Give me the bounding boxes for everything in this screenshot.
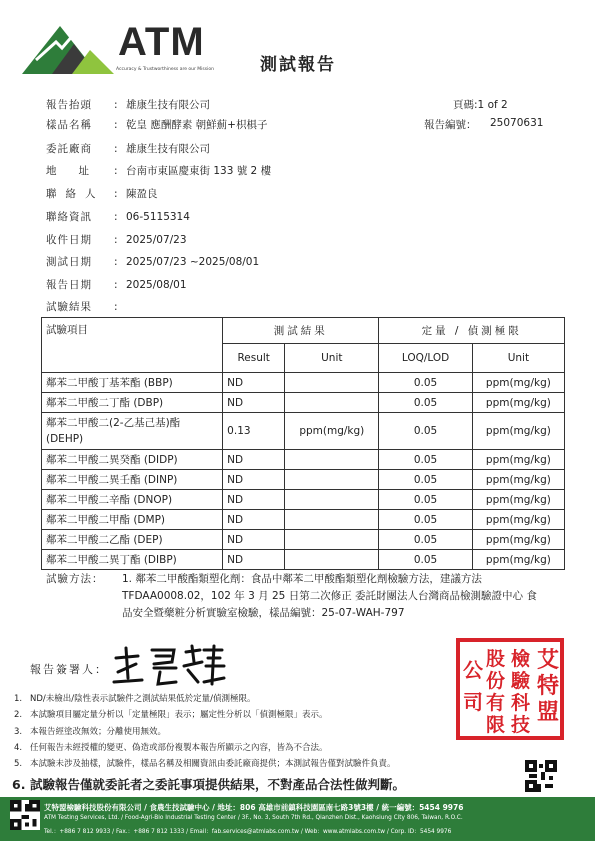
svg-text:股: 股 [486, 648, 506, 670]
cell-limit-unit: ppm(mg/kg) [472, 393, 564, 413]
signatory-label: 報告簽署人： [30, 663, 108, 676]
cell-loq: 0.05 [379, 470, 472, 490]
cell-unit [285, 510, 379, 530]
page-number [453, 97, 508, 112]
cell-result: ND [223, 550, 285, 570]
info-value: 雄康生技有限公司 [126, 99, 210, 111]
qr-code-icon [525, 760, 557, 792]
info-value: 2025/07/23 [126, 234, 187, 246]
cell-item: 鄰苯二甲酸丁基苯酯 (BBP) [42, 373, 223, 393]
info-row-received-date: 收件日期 : 2025/07/23 [46, 234, 187, 246]
info-label: 聯絡人 [46, 188, 105, 200]
info-label: 試驗結果 [46, 301, 92, 313]
cell-loq: 0.05 [379, 550, 472, 570]
logo-tagline: Accuracy & Trustworthiness are our Mission [116, 67, 214, 72]
report-no-value: 25070631 [490, 117, 544, 129]
svg-text:驗: 驗 [511, 670, 531, 692]
note-number: 5. [14, 759, 23, 770]
method-label: 試驗方法： [46, 573, 104, 585]
footer-bar [0, 797, 595, 841]
qr-code-icon [10, 800, 40, 830]
svg-text:盟: 盟 [537, 699, 560, 725]
table-header-row [42, 318, 565, 344]
cell-result: ND [223, 470, 285, 490]
cell-loq: 0.05 [379, 393, 472, 413]
list-item [14, 756, 396, 772]
cell-result: ND [223, 530, 285, 550]
table-row [42, 510, 565, 530]
info-value: 2025/07/23 ~2025/08/01 [126, 256, 260, 268]
mountain-logo-icon [22, 20, 118, 76]
cell-limit-unit: ppm(mg/kg) [472, 413, 564, 450]
header-result: Result [223, 344, 285, 373]
header-loq: LOQ/LOD [379, 344, 472, 373]
info-value: 雄康生技有限公司 [126, 143, 210, 155]
note-text: 任何報告未經授權的變更、偽造或部份複製本報告所顯示之內容，皆為不合法。 [30, 742, 328, 753]
svg-text:公: 公 [463, 658, 483, 682]
table-row [42, 413, 565, 450]
cell-result: 0.13 [223, 413, 285, 450]
cell-unit [285, 550, 379, 570]
note-text: 本試驗項目屬定量分析以「定量極限」表示；屬定性分析以「偵測極限」表示。 [30, 710, 328, 721]
table-row [42, 450, 565, 470]
table-row [42, 530, 565, 550]
cell-unit [285, 530, 379, 550]
svg-text:有: 有 [486, 692, 506, 714]
list-item [14, 691, 396, 707]
info-label: 報告抬頭 [46, 99, 92, 111]
signature-icon [108, 642, 228, 686]
cell-loq: 0.05 [379, 373, 472, 393]
info-label: 地址 [46, 165, 111, 177]
svg-text:科: 科 [511, 692, 531, 714]
disclaimer [12, 775, 405, 793]
info-row-report-date: 報告日期 : 2025/08/01 [46, 279, 187, 291]
cell-limit-unit: ppm(mg/kg) [472, 470, 564, 490]
svg-text:特: 特 [537, 673, 560, 699]
logo-text: ATM [118, 20, 205, 64]
cell-loq: 0.05 [379, 490, 472, 510]
note-number: 6. [12, 777, 26, 792]
note-number: 3. [14, 726, 23, 737]
cell-loq: 0.05 [379, 450, 472, 470]
info-row-contact-info: 聯絡資訊 : 06-5115314 [46, 211, 190, 223]
info-label: 委託廠商 [46, 143, 92, 155]
info-value: 06-5115314 [126, 211, 190, 223]
header-limit-unit: Unit [472, 344, 564, 373]
list-item [14, 740, 396, 756]
info-value: 台南市東區慶東街 133 號 2 樓 [126, 165, 272, 177]
method-line: TFDAA0008.02，102 年 3 月 25 日第二次修正 委託財團法人台灣商品檢測驗證中心 食 [122, 590, 537, 602]
results-table [41, 317, 565, 570]
header-test-item: 試驗項目 [42, 318, 223, 373]
table-row [42, 470, 565, 490]
cell-item: 鄰苯二甲酸二丁酯 (DBP) [42, 393, 223, 413]
cell-limit-unit: ppm(mg/kg) [472, 550, 564, 570]
header-unit: Unit [285, 344, 379, 373]
list-item [14, 724, 396, 740]
info-value: 乾皇 應酬酵素 朝鮮薊+枳椇子 [126, 119, 268, 131]
info-label: 樣品名稱 [46, 119, 92, 131]
header-result-group: 測試結果 [223, 318, 379, 344]
info-value: 陳盈良 [126, 188, 158, 200]
info-label: 收件日期 [46, 234, 92, 246]
seal-stamp-icon [455, 637, 565, 741]
cell-limit-unit: ppm(mg/kg) [472, 450, 564, 470]
footer-line: 艾特盟檢驗科技股份有限公司 / 食農生技試驗中心 / 地址：806 高雄市前鎮科技園區南七路3號3樓 / 統一編號：5454 9976 [44, 803, 464, 812]
info-row-test-results: 試驗結果 : [46, 301, 118, 313]
table-row [42, 490, 565, 510]
table-row [42, 373, 565, 393]
cell-item: 鄰苯二甲酸二乙酯 (DEP) [42, 530, 223, 550]
cell-item: 鄰苯二甲酸二異壬酯 (DINP) [42, 470, 223, 490]
note-number: 4. [14, 742, 23, 753]
svg-text:技: 技 [511, 714, 531, 736]
cell-unit [285, 490, 379, 510]
svg-text:司: 司 [463, 690, 483, 714]
info-row-sample-name: 樣品名稱 : 乾皇 應酬酵素 朝鮮薊+枳椇子 [46, 119, 268, 131]
cell-unit [285, 470, 379, 490]
note-text: 本報告經塗改無效；分離使用無效。 [30, 726, 167, 737]
info-value: 2025/08/01 [126, 279, 187, 291]
method-line: 1. 鄰苯二甲酸酯類塑化劑：食品中鄰苯二甲酸酯類塑化劑檢驗方法，建議方法 [122, 573, 482, 585]
info-row-report-title: 報告抬頭 : 雄康生技有限公司 [46, 99, 210, 111]
page-number-value: 1 of 2 [477, 99, 508, 111]
test-method [46, 571, 537, 622]
svg-text:艾: 艾 [537, 647, 560, 673]
method-line: 品安全暨藥粧分析實驗室檢驗，樣品編號：25-07-WAH-797 [122, 607, 405, 619]
info-row-test-date: 測試日期 : 2025/07/23 ~2025/08/01 [46, 256, 260, 268]
cell-result: ND [223, 510, 285, 530]
cell-loq: 0.05 [379, 530, 472, 550]
cell-unit [285, 373, 379, 393]
cell-result: ND [223, 490, 285, 510]
cell-item: 鄰苯二甲酸二(2-乙基己基)酯 (DEHP) [42, 413, 223, 450]
note-number: 1. [14, 694, 23, 704]
cell-loq: 0.05 [379, 413, 472, 450]
header-limit-group: 定量 / 偵測極限 [379, 318, 565, 344]
svg-text:限: 限 [486, 714, 506, 736]
handwritten-signature [108, 642, 228, 686]
footer-line: Tel.：+886 7 812 9933 / Fax.：+886 7 812 1333 / Email：fab.services@atmlabs.com.tw / Web：www.atmlabs.com.tw / Corp. ID：5454 9976 [44, 829, 452, 835]
note-text: 本試驗未涉及抽樣，試驗件，樣品名稱及相關資訊由委託廠商提供；本測試報告僅對試驗件負責。 [30, 759, 396, 770]
cell-item: 鄰苯二甲酸二異丁酯 (DIBP) [42, 550, 223, 570]
info-label: 聯絡資訊 [46, 211, 92, 223]
cell-loq: 0.05 [379, 510, 472, 530]
list-item [14, 707, 396, 723]
cell-item: 鄰苯二甲酸二甲酯 (DMP) [42, 510, 223, 530]
report-no-label: 報告編號： [424, 119, 477, 131]
note-number: 2. [14, 710, 23, 721]
svg-text:檢: 檢 [511, 648, 531, 670]
disclaimer-text: 試驗報告僅就委託者之委託事項提供結果，不對產品合法性做判斷。 [30, 777, 406, 792]
cell-limit-unit: ppm(mg/kg) [472, 490, 564, 510]
cell-limit-unit: ppm(mg/kg) [472, 530, 564, 550]
page-title: 測試報告 [260, 55, 336, 75]
cell-result: ND [223, 393, 285, 413]
company-seal [455, 637, 565, 741]
table-row [42, 393, 565, 413]
cell-unit [285, 393, 379, 413]
info-row-contact: 聯絡人 : 陳盈良 [46, 188, 158, 200]
cell-limit-unit: ppm(mg/kg) [472, 510, 564, 530]
cell-result: ND [223, 450, 285, 470]
cell-item: 鄰苯二甲酸二異癸酯 (DIDP) [42, 450, 223, 470]
info-label: 報告日期 [46, 279, 92, 291]
cell-item: 鄰苯二甲酸二辛酯 (DNOP) [42, 490, 223, 510]
svg-text:份: 份 [486, 670, 506, 692]
cell-result: ND [223, 373, 285, 393]
cell-unit [285, 450, 379, 470]
info-label: 測試日期 [46, 256, 92, 268]
note-text: ND/未檢出/陰性表示試驗件之測試結果低於定量/偵測極限。 [30, 694, 256, 704]
info-row-address: 地址 : 台南市東區慶東街 133 號 2 樓 [46, 165, 272, 177]
notes-list [14, 691, 396, 772]
cell-unit: ppm(mg/kg) [285, 413, 379, 450]
company-logo [22, 20, 212, 78]
cell-limit-unit: ppm(mg/kg) [472, 373, 564, 393]
info-row-client: 委託廠商 : 雄康生技有限公司 [46, 143, 210, 155]
table-row [42, 550, 565, 570]
page-number-label: 頁碼: [453, 99, 478, 111]
footer-line: ATM Testing Services, Ltd. / Food-Agri-Bio Industrial Testing Center / 3F., No. 3, South 7th Rd., Qianzhen Dist., Kaohsiung City 806, Taiwan, R.O.C. [44, 815, 463, 821]
